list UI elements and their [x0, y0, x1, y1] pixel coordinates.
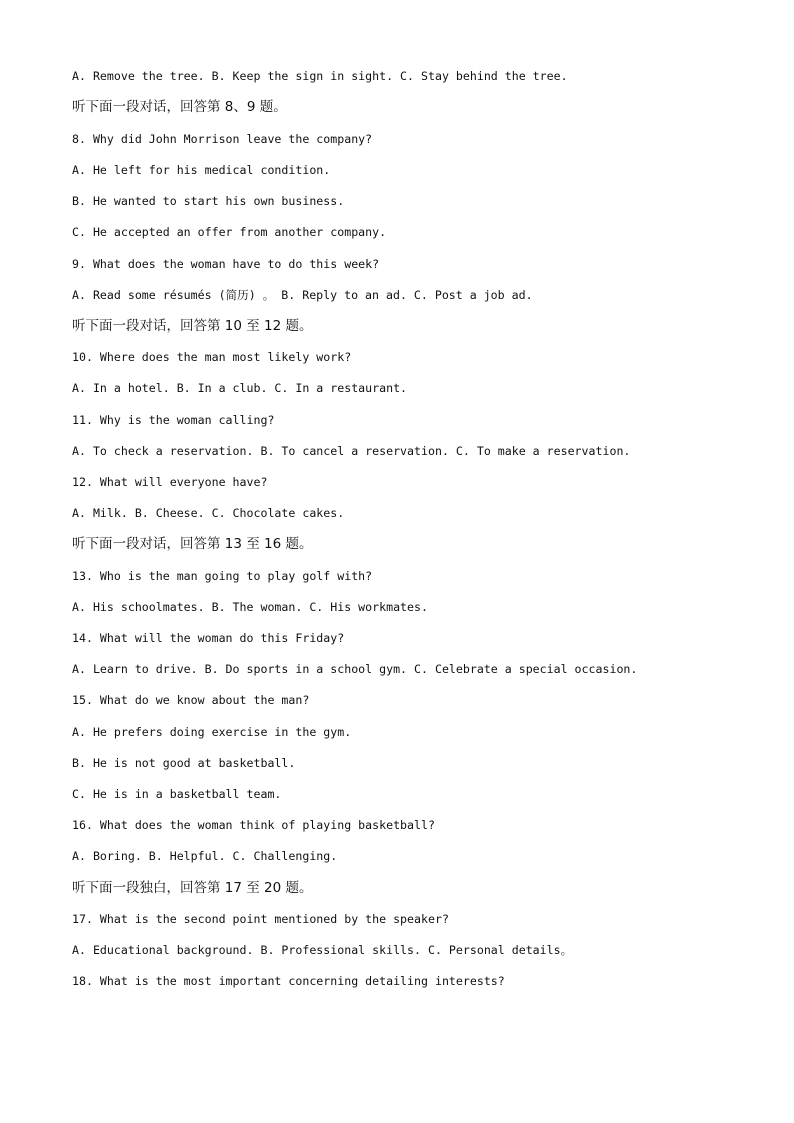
question: 12. What will everyone have? — [72, 475, 268, 489]
answer-option: C. He is in a basketball team. — [72, 787, 282, 801]
text-line: A. Remove the tree. B. Keep the sign in sight. C. Stay behind the tree. — [72, 69, 568, 83]
question: 17. What is the second point mentioned by the speaker? — [72, 912, 449, 926]
section-instruction: 听下面一段对话，回答第 8、9 题。 — [72, 99, 287, 115]
answer-option: C. He accepted an offer from another company. — [72, 225, 387, 239]
answer-option: A. In a hotel. B. In a club. C. In a restaurant. — [72, 381, 408, 395]
answer-option: A. Boring. B. Helpful. C. Challenging. — [72, 849, 338, 863]
question: 11. Why is the woman calling? — [72, 413, 275, 427]
answer-option: A. To check a reservation. B. To cancel a reservation. C. To make a reservation. — [72, 444, 631, 458]
answer-option: A. Read some résumés (简历) 。 B. Reply to an ad. C. Post a job ad. — [72, 288, 533, 302]
answer-option: A. His schoolmates. B. The woman. C. His workmates. — [72, 600, 428, 614]
question: 8. Why did John Morrison leave the company? — [72, 132, 373, 146]
answer-option: A. Educational background. B. Professional skills. C. Personal details。 — [72, 943, 573, 957]
question: 16. What does the woman think of playing basketball? — [72, 818, 435, 832]
answer-option: A. Milk. B. Cheese. C. Chocolate cakes. — [72, 506, 345, 520]
answer-option: B. He is not good at basketball. — [72, 756, 296, 770]
question: 10. Where does the man most likely work? — [72, 350, 352, 364]
question: 13. Who is the man going to play golf with? — [72, 569, 373, 583]
answer-option: B. He wanted to start his own business. — [72, 194, 345, 208]
section-instruction: 听下面一段对话，回答第 13 至 16 题。 — [72, 536, 313, 552]
section-instruction: 听下面一段独白，回答第 17 至 20 题。 — [72, 880, 313, 896]
question: 9. What does the woman have to do this week? — [72, 257, 380, 271]
answer-option: A. Learn to drive. B. Do sports in a school gym. C. Celebrate a special occasion. — [72, 662, 638, 676]
question: 14. What will the woman do this Friday? — [72, 631, 345, 645]
question: 18. What is the most important concerning detailing interests? — [72, 974, 505, 988]
answer-option: A. He prefers doing exercise in the gym. — [72, 725, 352, 739]
question: 15. What do we know about the man? — [72, 693, 310, 707]
section-instruction: 听下面一段对话，回答第 10 至 12 题。 — [72, 318, 313, 334]
answer-option: A. He left for his medical condition. — [72, 163, 331, 177]
